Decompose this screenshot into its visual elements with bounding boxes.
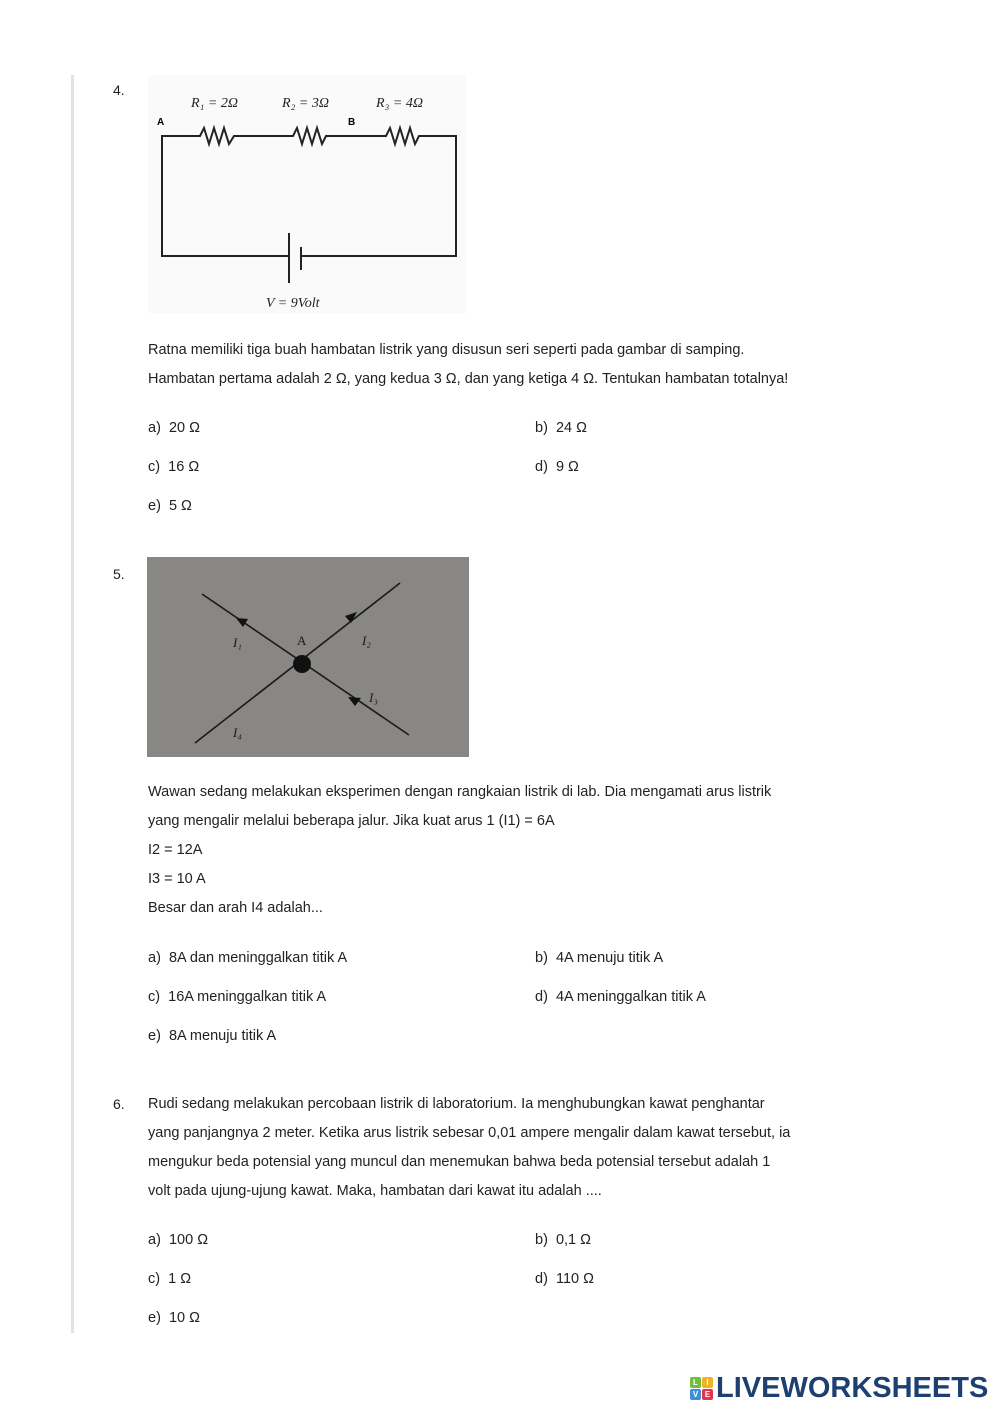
option-text: 100 Ω [168,1232,209,1248]
text-line: mengukur beda potensial yang muncul dan menemukan bahwa beda potensial tersebut adalah 1 [148,1154,771,1170]
option-key: b) [535,1232,548,1248]
option-b[interactable] [535,420,587,436]
junction-figure [147,557,469,757]
logo-letter: V [690,1389,701,1400]
question-text [148,778,771,923]
series-circuit-figure [148,75,466,313]
option-text: 20 Ω [168,420,200,436]
option-text: 24 Ω [555,420,587,436]
text-line: Rudi sedang melakukan percobaan listrik di laboratorium. Ia menghubungkan kawat penghantar [148,1096,765,1112]
question-text [148,1090,790,1206]
option-text: 1 Ω [168,1271,192,1287]
node-a-label: A [297,633,307,648]
liveworksheets-logo[interactable] [690,1372,988,1405]
option-key: e) [148,498,161,514]
option-key: a) [148,950,161,966]
text-line: Besar dan arah I4 adalah... [148,900,323,916]
option-b[interactable] [535,950,663,966]
question-text [148,336,788,394]
option-key: c) [148,459,161,475]
option-key: d) [535,1271,548,1287]
r2-label: R₂ = 3Ω [282,96,329,111]
r3-label: R₃ = 4Ω [376,96,423,111]
option-a[interactable] [148,950,347,966]
option-key: e) [148,1028,161,1044]
i1-label: I₁ [233,635,242,650]
question-number: 4. [113,82,125,98]
option-text: 0,1 Ω [555,1232,591,1248]
text-line: Ratna memiliki tiga buah hambatan listrik yang disusun seri seperti pada gambar di samping. [148,342,745,358]
r1-label: R₁ = 2Ω [191,96,238,111]
option-e[interactable] [148,498,192,514]
option-e[interactable] [148,1310,200,1326]
option-text: 16 Ω [168,459,200,475]
option-b[interactable] [535,1232,591,1248]
point-b-label: B [348,117,356,128]
question-number: 5. [113,566,125,582]
text-line: Wawan sedang melakukan eksperimen dengan rangkaian listrik di lab. Dia mengamati arus listrik [148,784,772,800]
text-line: I3 = 10 A [148,871,206,887]
i4-label: I₄ [233,725,242,740]
option-text: 9 Ω [555,459,579,475]
option-d[interactable] [535,1271,594,1287]
option-d[interactable] [535,989,706,1005]
option-text: 4A meninggalkan titik A [555,989,706,1005]
logo-icon [690,1377,713,1400]
option-text: 5 Ω [168,498,192,514]
option-text: 16A meninggalkan titik A [168,989,327,1005]
option-key: a) [148,1232,161,1248]
voltage-label: V = 9Volt [266,296,320,311]
text-line: Hambatan pertama adalah 2 Ω, yang kedua 3 Ω, dan yang ketiga 4 Ω. Tentukan hambatan totalnya! [148,371,789,387]
left-margin-line [71,75,74,1333]
logo-letter: L [690,1377,701,1388]
option-e[interactable] [148,1028,276,1044]
option-text: 110 Ω [555,1271,594,1287]
option-key: b) [535,420,548,436]
option-c[interactable] [148,989,326,1005]
option-key: c) [148,1271,161,1287]
option-key: b) [535,950,548,966]
text-line: yang panjangnya 2 meter. Ketika arus listrik sebesar 0,01 ampere mengalir dalam kawat tersebut, ia [148,1125,791,1141]
logo-letter: I [702,1377,713,1388]
option-key: d) [535,459,548,475]
option-key: e) [148,1310,161,1326]
logo-text: LIVEWORKSHEETS [716,1372,989,1404]
option-text: 4A menuju titik A [555,950,664,966]
option-key: c) [148,989,161,1005]
question-number: 6. [113,1096,125,1112]
option-text: 10 Ω [168,1310,200,1326]
option-c[interactable] [148,459,199,475]
i3-label: I₃ [369,690,378,705]
text-line: volt pada ujung-ujung kawat. Maka, hambatan dari kawat itu adalah .... [148,1183,602,1199]
point-a-label: A [157,117,165,128]
option-d[interactable] [535,459,579,475]
option-a[interactable] [148,1232,208,1248]
text-line: yang mengalir melalui beberapa jalur. Jika kuat arus 1 (I1) = 6A [148,813,555,829]
option-key: a) [148,420,161,436]
i2-label: I₂ [362,633,371,648]
option-text: 8A menuju titik A [168,1028,277,1044]
logo-letter: E [702,1389,713,1400]
option-a[interactable] [148,420,200,436]
text-line: I2 = 12A [148,842,203,858]
option-key: d) [535,989,548,1005]
option-c[interactable] [148,1271,191,1287]
option-text: 8A dan meninggalkan titik A [168,950,348,966]
